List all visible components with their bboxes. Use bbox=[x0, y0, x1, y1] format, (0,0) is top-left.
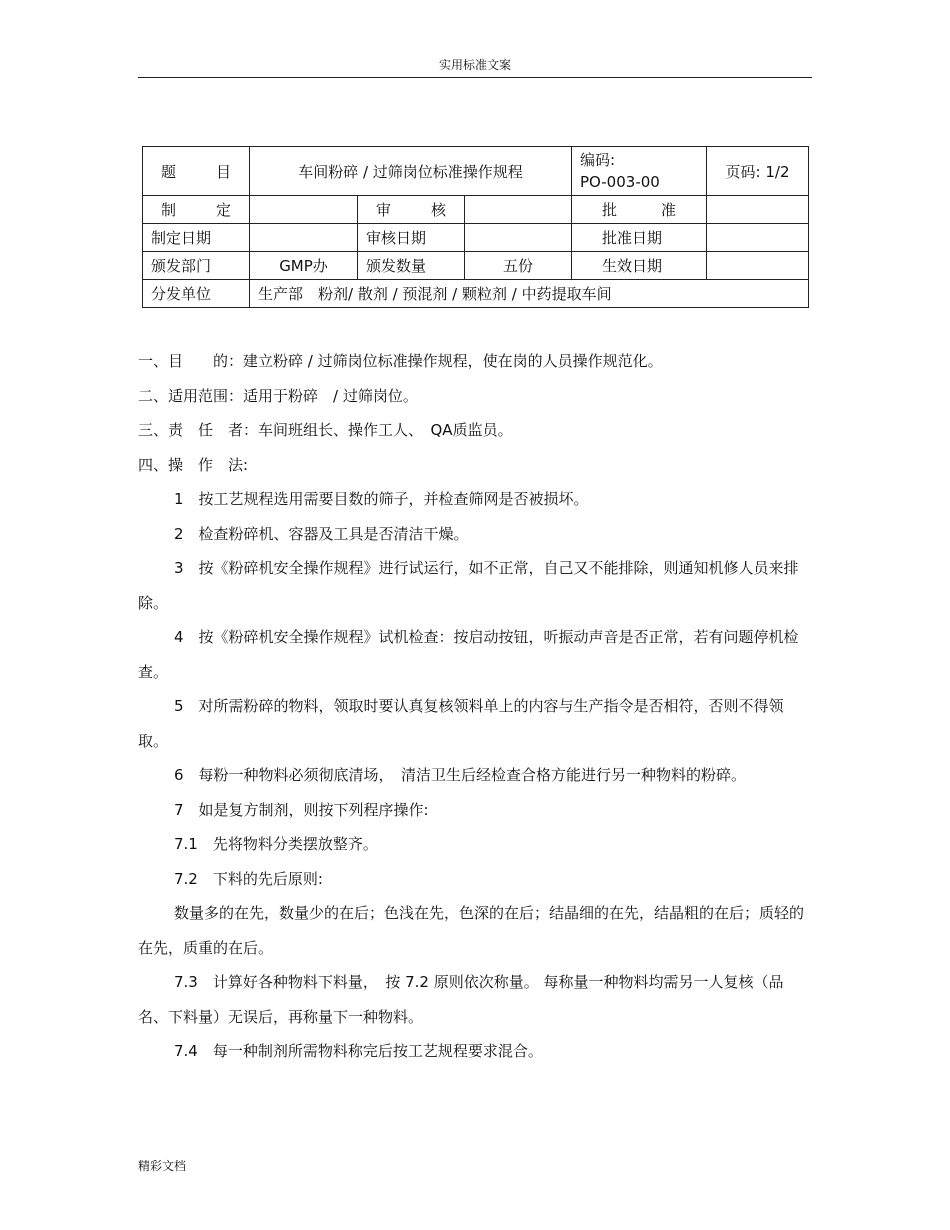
step-7-2-detail: 数量多的在先，数量少的在后；色浅在先，色深的在后；结晶细的在先，结晶粗的在后；质轻的在先，质重的在后。 bbox=[138, 904, 805, 957]
step-7-1: 7.1 先将物料分类摆放整齐。 bbox=[174, 835, 378, 853]
review-date-label: 审核日期 bbox=[358, 224, 465, 252]
step-2: 2 检查粉碎机、容器及工具是否清洁干燥。 bbox=[174, 524, 469, 543]
document-body bbox=[138, 344, 810, 1069]
made-date-label: 制定日期 bbox=[143, 224, 250, 252]
distribution-label: 分发单位 bbox=[143, 280, 250, 308]
step-6: 6 每粉一种物料必须彻底清场， 清洁卫生后经检查合格方能进行另一种物料的粉碎。 bbox=[174, 766, 747, 784]
issue-dept-value: GMP办 bbox=[250, 252, 358, 280]
section-scope: 二、适用范围：适用于粉碎 / 过筛岗位。 bbox=[138, 386, 418, 405]
review-date-value bbox=[465, 224, 572, 252]
header-divider bbox=[138, 77, 812, 78]
made-value bbox=[250, 196, 358, 224]
page-cell bbox=[707, 147, 809, 196]
page-header: 实用标准文案 bbox=[438, 58, 511, 72]
code-value: PO-003-00 bbox=[580, 173, 660, 191]
document-info-table bbox=[142, 146, 809, 308]
table-row bbox=[143, 280, 809, 308]
table-row bbox=[143, 196, 809, 224]
table-row bbox=[143, 224, 809, 252]
effective-date-label: 生效日期 bbox=[572, 252, 707, 280]
step-1: 1 按工艺规程选用需要目数的筛子，并检查筛网是否被损坏。 bbox=[174, 490, 589, 508]
effective-date-value bbox=[707, 252, 809, 280]
table-row bbox=[143, 147, 809, 196]
page-footer: 精彩文档 bbox=[138, 1159, 187, 1173]
page-value: 1/2 bbox=[765, 162, 790, 181]
issue-dept-label: 颁发部门 bbox=[143, 252, 250, 280]
section-purpose: 一、目 的：建立粉碎 / 过筛岗位标准操作规程，使在岗的人员操作规范化。 bbox=[138, 352, 663, 370]
review-value bbox=[465, 196, 572, 224]
page-label: 页码: bbox=[725, 162, 761, 181]
step-5: 5 对所需粉碎的物料，领取时要认真复核领料单上的内容与生产指令是否相符，否则不得领取。 bbox=[138, 697, 784, 750]
step-7-3: 7.3 计算好各种物料下料量， 按 7.2 原则依次称量。 每称量一种物料均需另一人复核（品名、下料量）无误后，再称量下一种物料。 bbox=[138, 973, 784, 1026]
step-3: 3 按《粉碎机安全操作规程》进行试运行，如不正常，自己又不能排除，则通知机修人员来排除。 bbox=[138, 559, 799, 612]
distribution-value: 生产部 粉剂/ 散剂 / 预混剂 / 颗粒剂 / 中药提取车间 bbox=[250, 280, 809, 308]
section-responsible: 三、责 任 者：车间班组长、操作工人、 QA质监员。 bbox=[138, 421, 513, 439]
subject-label: 题 目 bbox=[143, 147, 250, 196]
step-7-2: 7.2 下料的先后原则: bbox=[174, 869, 323, 888]
made-date-value bbox=[250, 224, 358, 252]
review-label: 审 核 bbox=[358, 196, 465, 224]
approve-date-value bbox=[707, 224, 809, 252]
code-cell bbox=[572, 147, 707, 196]
table-row bbox=[143, 252, 809, 280]
step-4: 4 按《粉碎机安全操作规程》试机检查：按启动按钮，听振动声音是否正常，若有问题停机检查。 bbox=[138, 628, 799, 681]
approve-date-label: 批准日期 bbox=[572, 224, 707, 252]
step-7-4: 7.4 每一种制剂所需物料称完后按工艺规程要求混合。 bbox=[174, 1042, 543, 1060]
made-label: 制 定 bbox=[143, 196, 250, 224]
issue-qty-label: 颁发数量 bbox=[358, 252, 465, 280]
issue-qty-value: 五份 bbox=[465, 252, 572, 280]
section-procedure-heading: 四、操 作 法: bbox=[138, 455, 249, 474]
step-7: 7 如是复方制剂，则按下列程序操作: bbox=[174, 800, 429, 819]
approve-label: 批 准 bbox=[572, 196, 707, 224]
approve-value bbox=[707, 196, 809, 224]
code-label: 编码: bbox=[580, 151, 616, 169]
subject-value: 车间粉碎 / 过筛岗位标准操作规程 bbox=[250, 147, 572, 196]
